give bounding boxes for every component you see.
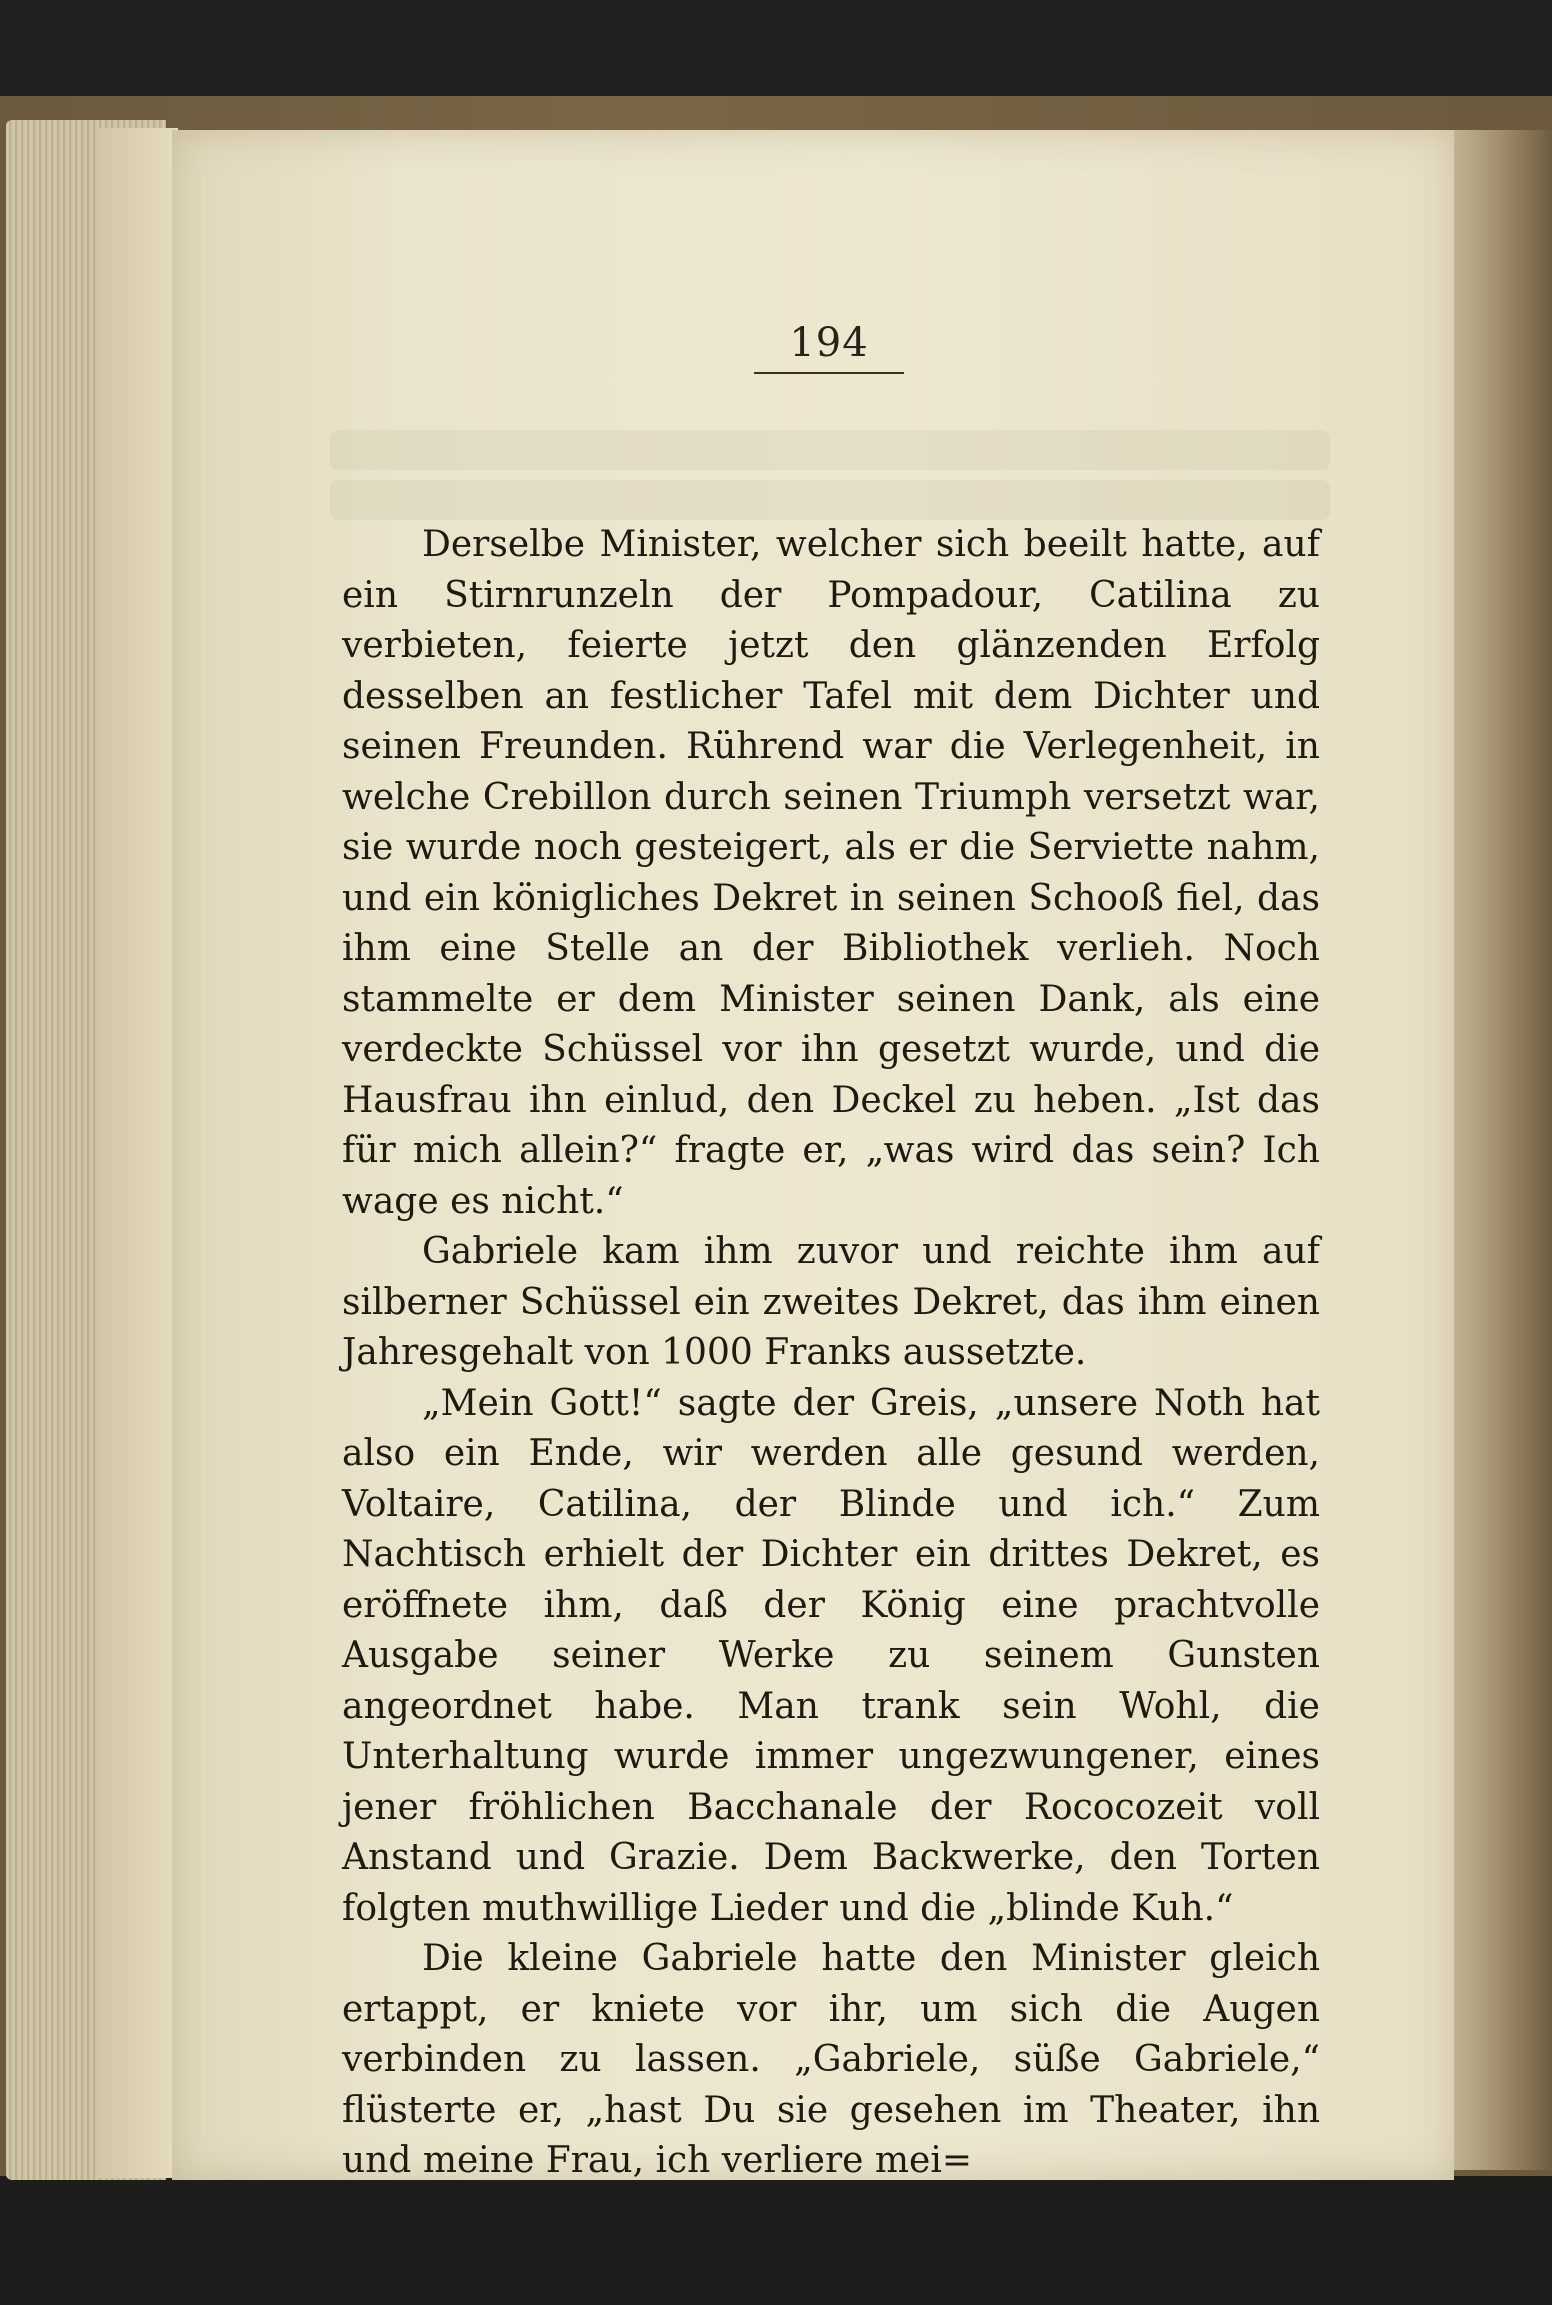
header-rule bbox=[754, 372, 904, 374]
paragraph: Die kleine Gabriele hatte den Minister gleich ertappt, er kniete vor ihr, um sich die Augen verbinden zu lassen. „Gabriele, süße Gabriele,“ flüsterte er, „hast Du sie gesehen im Theater, ihn und meine Frau, ich verliere mei= bbox=[342, 1938, 1320, 2181]
paragraph: „Mein Gott!“ sagte der Greis, „unsere Noth hat also ein Ende, wir werden alle gesund werden, Voltaire, Catilina, der Blinde und ich.“ Zum Nachtisch erhielt der Dichter ein drittes Dekret, es eröffnete ihm, daß der König eine prachtvolle Ausgabe seiner Werke zu seinem Gunsten angeordnet habe. Man trank sein Wohl, die Unterhaltung wurde immer ungezwungener, eines jener fröhlichen Bacchanale der Rococozeit voll Anstand und Grazie. Dem Backwerke, den Torten folgten muthwillige Lieder und die „blinde Kuh.“ bbox=[342, 1382, 1320, 1929]
show-through-text bbox=[330, 480, 1330, 520]
page-number: 194 bbox=[789, 320, 869, 366]
left-page-edge bbox=[98, 128, 178, 2178]
paragraph: Gabriele kam ihm zuvor und reichte ihm auf silberner Schüssel ein zweites Dekret, das ihm einen Jahresgehalt von 1000 Franks aussetzte. bbox=[342, 1231, 1320, 1373]
spine-shadow bbox=[1452, 130, 1552, 2170]
paragraph: Derselbe Minister, welcher sich beeilt hatte, auf ein Stirnrunzeln der Pompadour, Catilina zu verbieten, feierte jetzt den glänzenden Erfolg desselben an festlicher Tafel mit dem Dichter und seinen Freunden. Rührend war die Verlegenheit, in welche Crebillon durch seinen Triumph versetzt war, sie wurde noch gesteigert, als er die Serviette nahm, und ein königliches Dekret in seinen Schooß fiel, das ihm eine Stelle an der Bibliothek verlieh. Noch stammelte er dem Minister seinen Dank, als eine verdeckte Schüssel vor ihn gesetzt wurde, und die Hausfrau ihn einlud, den Deckel zu heben. „Ist das für mich allein?“ fragte er, „was wird das sein? Ich wage es nicht.“ bbox=[342, 524, 1320, 1222]
show-through-text bbox=[330, 430, 1330, 470]
page-text bbox=[342, 520, 1320, 2187]
